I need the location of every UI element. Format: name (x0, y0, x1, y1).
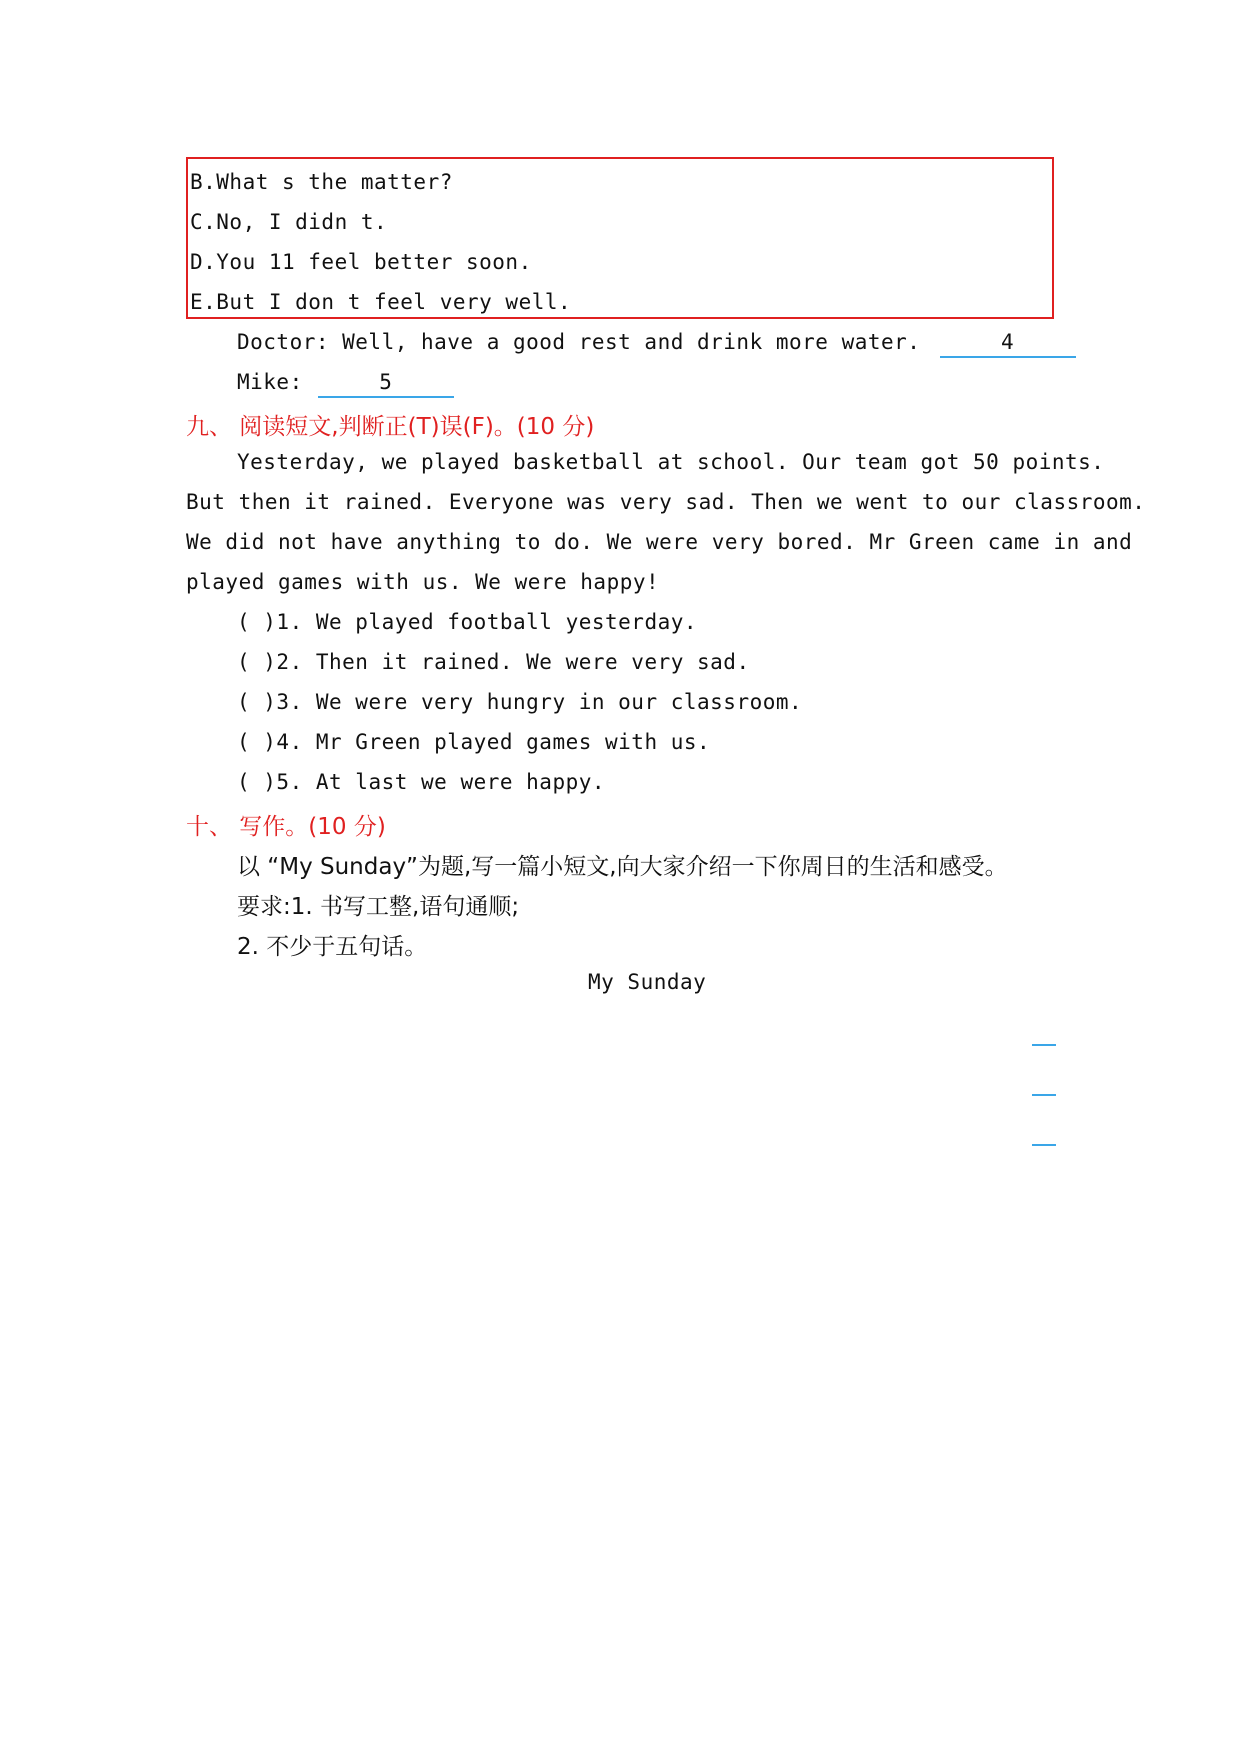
writing-requirement-1: 要求:1. 书写工整,语句通顺; (237, 894, 520, 920)
tf-item-1-paren[interactable]: ( )1. (237, 610, 303, 634)
tf-item-4 (237, 730, 710, 754)
tf-item-2-text: Then it rained. We were very sad. (315, 650, 750, 674)
tf-item-1-text: We played football yesterday. (315, 610, 698, 634)
tf-item-4-paren[interactable]: ( )4. (237, 730, 303, 754)
tf-item-5 (237, 770, 605, 794)
passage-line-2: But then it rained. Everyone was very sad. Then we went to our classroom. (186, 490, 1146, 514)
writing-requirement-2: 2. 不少于五句话。 (237, 934, 428, 960)
mike-line (237, 370, 454, 398)
writing-title: My Sunday (588, 970, 707, 994)
blank-5[interactable]: 5 (318, 370, 454, 398)
passage-line-4: played games with us. We were happy! (186, 570, 660, 594)
option-d: D.You 11 feel better soon. (190, 250, 532, 274)
writing-instruction: 以 “My Sunday”为题,写一篇小短文,向大家介绍一下你周日的生活和感受。 (237, 854, 1008, 880)
tf-item-4-text: Mr Green played games with us. (315, 730, 711, 754)
section-9-heading: 九、 阅读短文,判断正(T)误(F)。(10 分) (186, 414, 595, 440)
tf-item-3-text: We were very hungry in our classroom. (315, 690, 803, 714)
writing-line-3[interactable] (1032, 1144, 1056, 1146)
tf-item-5-paren[interactable]: ( )5. (237, 770, 303, 794)
tf-item-3-paren[interactable]: ( )3. (237, 690, 303, 714)
tf-item-3 (237, 690, 802, 714)
tf-item-2 (237, 650, 750, 674)
option-b: B.What s the matter? (190, 170, 453, 194)
passage-line-1: Yesterday, we played basketball at school. Our team got 50 points. (237, 450, 1105, 474)
section-10-heading: 十、 写作。(10 分) (186, 814, 386, 840)
passage-line-3: We did not have anything to do. We were very bored. Mr Green came in and (186, 530, 1133, 554)
option-e: E.But I don t feel very well. (190, 290, 572, 314)
tf-item-2-paren[interactable]: ( )2. (237, 650, 303, 674)
blank-4[interactable]: 4 (940, 330, 1076, 358)
answer-options-box (186, 157, 1054, 319)
option-c: C.No, I didn t. (190, 210, 388, 234)
tf-item-1 (237, 610, 697, 634)
mike-label: Mike: (237, 370, 303, 394)
writing-line-2[interactable] (1032, 1094, 1056, 1096)
doctor-line (237, 330, 1076, 358)
writing-line-1[interactable] (1032, 1044, 1056, 1046)
doctor-text: Doctor: Well, have a good rest and drink more water. (237, 330, 921, 354)
tf-item-5-text: At last we were happy. (315, 770, 606, 794)
